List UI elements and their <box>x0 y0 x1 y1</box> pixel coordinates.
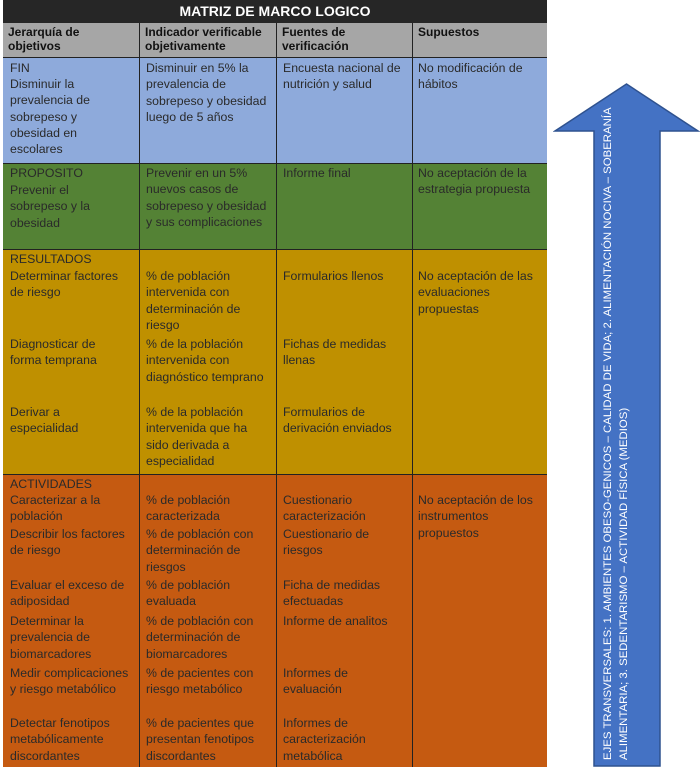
matrix-title: MATRIZ DE MARCO LOGICO <box>3 0 547 23</box>
resultados-objective-3: Derivar a especialidad <box>10 405 79 436</box>
actividades-indicator-4: % de población con determinación de biomarcadores <box>146 614 254 661</box>
proposito-label: PROPOSITO <box>10 166 83 180</box>
actividades-assumption: No aceptación de los instrumentos propuestos <box>418 493 533 540</box>
resultados-source-1: Formularios llenos <box>283 269 384 283</box>
resultados-indicator-2: % de la población intervenida con diagnóstico temprano <box>146 337 264 384</box>
resultados-objective-2: Diagnosticar de forma temprana <box>10 337 97 368</box>
transversal-axes-text: EJES TRANSVERSALES: 1. AMBIENTES OBESO-GENICOS – CALIDAD DE VIDA; 2. ALIMENTACIÓN NOCIVA – SOBERANÍA ALIMENTARIA; 3. SEDENTARISMO – ACTIVIDAD FÍSICA (MEDIOS) <box>602 108 630 760</box>
header-assumptions: Supuestos <box>418 25 480 39</box>
actividades-indicator-2: % de población con determinación de riesgos <box>146 527 254 574</box>
actividades-objective-3: Evaluar el exceso de adiposidad <box>10 578 125 609</box>
header-objectives: Jerarquía de objetivos <box>3 23 140 57</box>
proposito-source: Informe final <box>283 166 351 180</box>
resultados-indicator-1: % de población intervenida con determinación de riesgo <box>146 269 241 332</box>
actividades-indicator-1: % de población caracterizada <box>146 493 231 524</box>
actividades-indicator-6: % de pacientes que presentan fenotipos discordantes <box>146 716 255 763</box>
resultados-source-3: Formularios de derivación enviados <box>283 405 392 436</box>
actividades-objective-4: Determinar la prevalencia de biomarcadores <box>10 614 92 661</box>
resultados-indicator-3: % de la población intervenida que ha sido derivada a especialidad <box>146 405 248 468</box>
proposito-objective: Prevenir el sobrepeso y la obesidad <box>10 183 90 230</box>
fin-source: Encuesta nacional de nutrición y salud <box>283 61 401 92</box>
resultados-objective-1: Determinar factores de riesgo <box>10 269 118 300</box>
actividades-source-5: Informes de evaluación <box>283 666 348 697</box>
fin-objective: Disminuir la prevalencia de sobrepeso y obesidad en escolares <box>10 77 90 157</box>
actividades-source-2: Cuestionario de riesgos <box>283 527 370 558</box>
section-fin <box>3 57 547 163</box>
actividades-objective-2: Describir los factores de riesgo <box>10 527 125 558</box>
resultados-assumption: No aceptación de las evaluaciones propuestas <box>418 269 533 316</box>
actividades-indicator-5: % de pacientes con riesgo metabólico <box>146 666 254 697</box>
fin-assumption: No modificación de hábitos <box>418 61 523 92</box>
header-sources: Fuentes de verificación <box>277 23 413 57</box>
actividades-label: ACTIVIDADES <box>10 477 92 491</box>
header-indicator: Indicador verificable objetivamente <box>140 23 277 57</box>
actividades-objective-5: Medir complicaciones y riesgo metabólico <box>10 666 129 697</box>
proposito-indicator: Prevenir en un 5% nuevos casos de sobrepeso y obesidad y sus complicaciones <box>146 166 267 229</box>
actividades-source-6: Informes de caracterización metabólica <box>283 716 366 763</box>
section-proposito <box>3 163 547 249</box>
resultados-label: RESULTADOS <box>10 252 92 266</box>
section-actividades <box>3 474 547 767</box>
fin-indicator: Disminuir en 5% la prevalencia de sobrepeso y obesidad luego de 5 años <box>146 61 267 124</box>
actividades-source-1: Cuestionario caracterización <box>283 493 366 524</box>
logframe-matrix <box>3 0 547 767</box>
actividades-objective-6: Detectar fenotipos metabólicamente discordantes <box>10 716 110 763</box>
resultados-source-2: Fichas de medidas llenas <box>283 337 387 368</box>
header-row <box>3 23 547 57</box>
section-resultados <box>3 249 547 474</box>
actividades-objective-1: Caracterizar a la población <box>10 493 101 524</box>
proposito-assumption: No aceptación de la estrategia propuesta <box>418 166 531 197</box>
actividades-indicator-3: % de población evaluada <box>146 578 231 609</box>
actividades-source-4: Informe de analitos <box>283 614 388 628</box>
actividades-source-3: Ficha de medidas efectuadas <box>283 578 381 609</box>
fin-label: FIN <box>10 61 30 75</box>
